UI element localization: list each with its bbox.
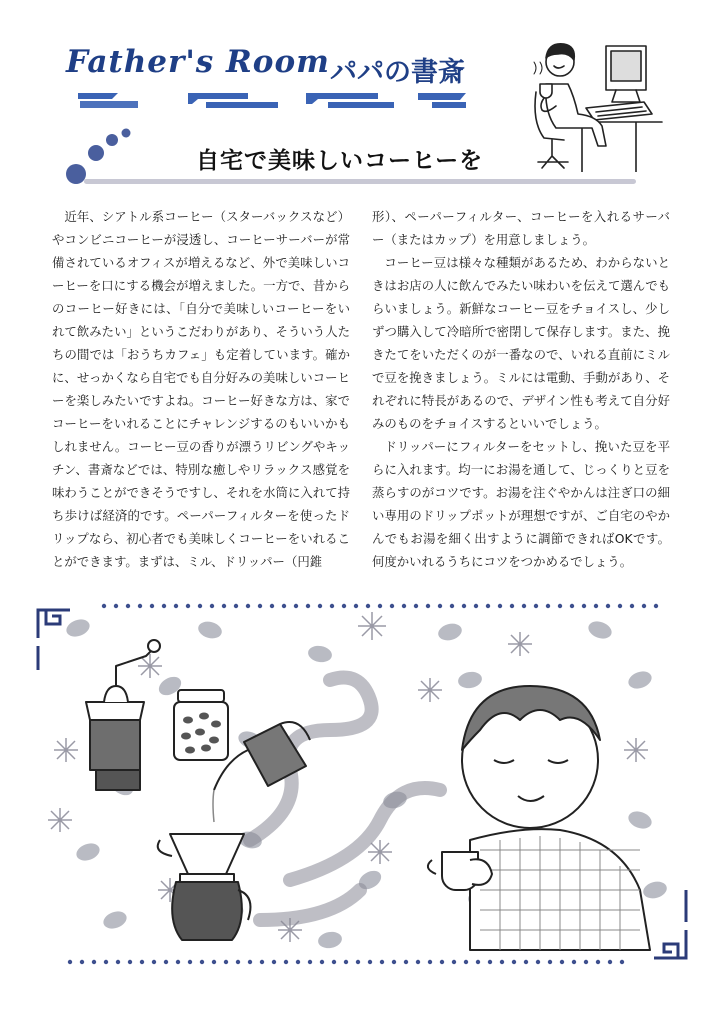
header-title-english: Father's Room (66, 44, 330, 80)
water-stream (213, 790, 214, 822)
article-paragraph: 近年、シアトル系コーヒー（スターバックスなど）やコンビニコーヒーが浸透し、コーヒーサーバーが常備されているオフィスが増えるなど、外で美味しいコーヒーを口にする機会が増えました。一方で、昔からのコーヒー好きには、「自分で美味しいコーヒーをいれて飲みたい」というこだわりがあり、そういう人たちの間では「おうちカフェ」も定着しています。確かに、せっかくなら自宅でも自分好みの美味しいコーヒーを楽しみたいですよね。コーヒー好きな方は、家でコーヒーをいれることにチャレンジするのもいいかもしれません。コーヒー豆の香りが漂うリビングやキッチン、書斎などでは、特別な癒しやリラックス感覚を味わうことができそうですし、それを水筒に入れて持ち歩けば経済的です。ペーパーフィルターを使ったドリップなら、初心者でも美味しくコーヒーをいれることができます。まずは、ミル、ドリッパー（円錐 (52, 209, 351, 569)
aroma-swirl (250, 678, 440, 921)
header-title-japanese: パパの書斎 (330, 57, 465, 88)
article-column-left (52, 205, 350, 573)
boy-with-cup-illustration (428, 686, 650, 950)
bean-jar-icon (174, 690, 228, 760)
frame-bottom-dots (68, 960, 624, 964)
article-column-right (372, 205, 670, 573)
article-paragraph: コーヒー豆は様々な種類があるため、わからないときはお店の人に飲んでみたい味わいを伝えて選んでもらいましょう。新鮮なコーヒー豆をチョイスし、少しずつ購入して冷暗所で密閉して保存します。また、挽きたてをいただくのが一番なので、いれる直前にミルで豆を挽きましょう。ミルには電動、手動があり、それぞれに特長があるので、デザイン性も考えて自分好みのものをチョイスするといいでしょう。 (372, 255, 670, 431)
coffee-mill-icon (86, 640, 160, 790)
article-paragraph: 形）、ペーパーフィルター、コーヒーを入れるサーバー（またはカップ）を用意しましょう。 (372, 209, 670, 247)
header-ornament (78, 92, 468, 110)
father-at-computer-illustration (516, 22, 666, 172)
headline-rule (84, 178, 636, 185)
article-paragraph: ドリッパーにフィルターをセットし、挽いた豆を平らに入れます。均一にお湯を通して、じっくりと豆を蒸らすのがコツです。お湯を注ぐやかんは注ぎ口の細い専用のドリップポットが理想ですが、ご自宅のやかんでもお湯を細く出すように調節できればOKです。何度かいれるうちにコツをつかめるでしょう。 (372, 439, 670, 569)
dripper-server-icon (158, 834, 251, 940)
coffee-illustration-panel (0, 590, 724, 990)
article-headline: 自宅で美味しいコーヒーを (196, 148, 484, 174)
frame-top-dots (102, 604, 658, 608)
